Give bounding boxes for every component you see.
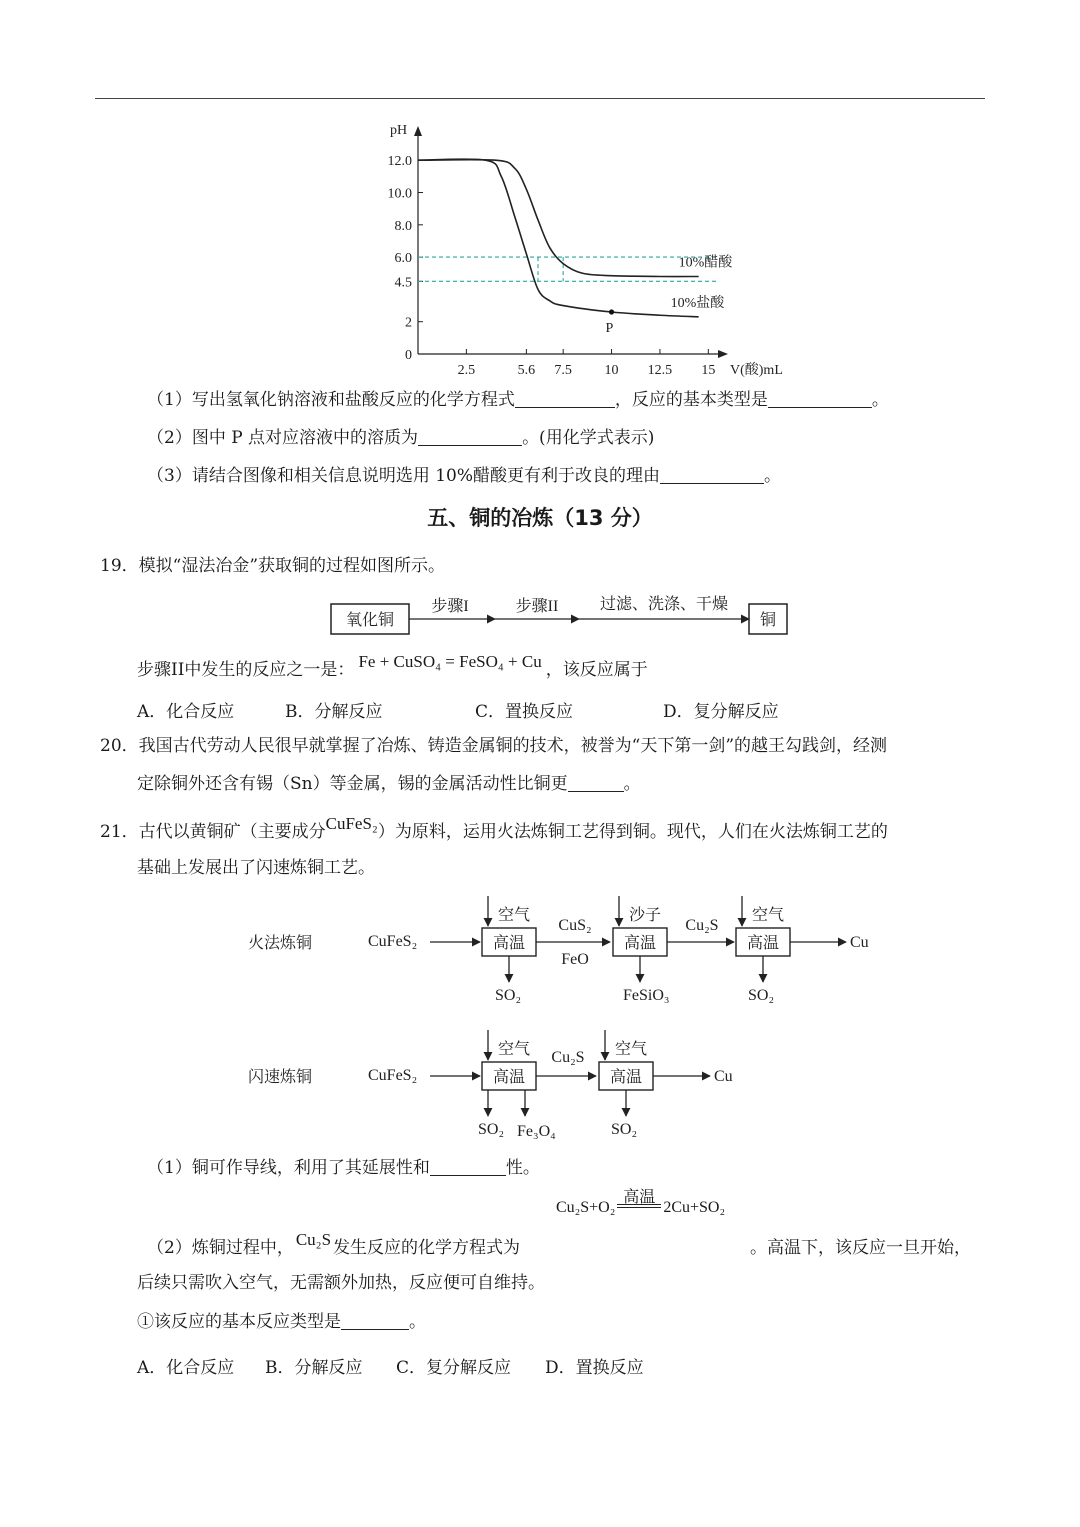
y-tick-label: 6.0: [394, 251, 412, 267]
x-tick-label: 15: [701, 363, 716, 378]
y-tick-label: 12.0: [387, 154, 412, 170]
flow2-air-1: 空气: [498, 1041, 531, 1058]
flow-step1-label: 步骤I: [431, 598, 469, 615]
flow1-box3-label: 高温: [746, 935, 780, 952]
y-tick-label: 10.0: [387, 186, 412, 202]
answer-blank[interactable]: [430, 1158, 506, 1176]
flow1-air-2: 空气: [752, 907, 785, 924]
q21-sub2-a: （2）炼铜过程中，: [147, 1238, 294, 1258]
series-line-acetic-acid: [418, 160, 699, 277]
q21-formula: CuFeS₂: [325, 814, 378, 833]
flow2-out2: SO₂: [611, 1121, 638, 1138]
q20-line2-end: 。: [623, 774, 641, 794]
x-tick-label: 5.6: [517, 363, 536, 378]
series-line-hydrochloric-acid: [418, 159, 699, 317]
flow1-product: Cu: [850, 934, 869, 951]
q18-sub3: [147, 466, 781, 486]
answer-blank[interactable]: [768, 390, 872, 408]
chart-labels: [388, 123, 783, 378]
equation-condition-label: 高温: [623, 1189, 656, 1206]
y-axis-arrow: [414, 126, 422, 136]
flow2-box2-label: 高温: [609, 1069, 643, 1086]
flow-end-label: 铜: [759, 612, 777, 629]
header-rule: [95, 98, 985, 99]
q21-sub1-text: （1）铜可作导线，利用了其延展性和: [147, 1158, 430, 1178]
q21-line1: [100, 814, 888, 842]
chart-axes: [414, 126, 728, 358]
q21-equation: [556, 1189, 726, 1217]
q18-sub1-suffix: 。: [871, 390, 889, 410]
equation-left: Cu₂S+O₂: [556, 1199, 616, 1216]
flow2-product: Cu: [714, 1068, 733, 1085]
flow-step2-label: 步骤II: [515, 598, 559, 615]
q19-option-b[interactable]: B．分解反应: [285, 702, 383, 722]
q21-line2: 基础上发展出了闪速炼铜工艺。: [137, 858, 375, 878]
q21-option-b[interactable]: B．分解反应: [265, 1358, 363, 1378]
equation-condition: [617, 1189, 661, 1212]
flow1-sand: 沙子: [629, 907, 662, 924]
q18-sub2: [147, 428, 654, 448]
flow-start-label: 氧化铜: [345, 612, 395, 629]
flow1-input: CuFeS₂: [368, 933, 418, 950]
copper-smelting-flow-diagram: [230, 890, 890, 1150]
answer-blank[interactable]: [515, 390, 615, 408]
q18-sub2-suffix: 。(用化学式表示): [522, 428, 655, 448]
q19-reaction-equation: Fe + CuSO₄ = FeSO₄ + Cu: [358, 652, 542, 671]
q21-sub2-q1: [137, 1312, 426, 1332]
flow2-out1b: Fe₃O₄: [517, 1123, 556, 1140]
equation-double-line: [617, 1204, 661, 1208]
flow1-mid1-top: CuS₂: [558, 917, 592, 934]
answer-blank[interactable]: [568, 774, 624, 792]
chart-series: [418, 159, 699, 317]
q18-sub1-mid: ，反应的基本类型是: [614, 390, 768, 410]
point-p-label: P: [605, 321, 614, 337]
x-tick-label: 2.5: [457, 363, 476, 378]
q21-line1-b: ）为原料，运用火法炼铜工艺得到铜。现代，人们在火法炼铜工艺的: [377, 822, 888, 842]
q21-sub2-q1-suffix: 。: [409, 1312, 426, 1332]
q21-sub1: [147, 1158, 540, 1178]
flow1-out3: SO₂: [748, 987, 775, 1004]
q18-sub2-text: （2）图中 P 点对应溶液中的溶质为: [147, 428, 419, 448]
q19-option-c[interactable]: C．置换反应: [475, 702, 574, 722]
flow1-mid2: Cu₂S: [685, 917, 719, 934]
flow2-air-2: 空气: [615, 1041, 648, 1058]
q21-sub2-b: 发生反应的化学方程式为: [333, 1238, 521, 1258]
q21-sub2-line2: 后续只需吹入空气，无需额外加热，反应便可自维持。: [137, 1273, 545, 1293]
x-tick-label: 10: [604, 363, 619, 378]
point-p-marker: [609, 309, 614, 314]
answer-blank[interactable]: [418, 428, 522, 446]
flow1-air-1: 空气: [498, 907, 531, 924]
flow1-out2: FeSiO₃: [623, 987, 670, 1004]
y-axis-label: pH: [390, 123, 408, 138]
q21-option-d[interactable]: D．置换反应: [545, 1358, 644, 1378]
q18-sub3-text: （3）请结合图像和相关信息说明选用 10%醋酸更有利于改良的理由: [147, 466, 661, 486]
ph-titration-chart: [360, 120, 783, 380]
y-tick-label: 0: [405, 348, 412, 363]
flow2-box1-label: 高温: [492, 1069, 526, 1086]
flow-step3-label: 过滤、洗涤、干燥: [599, 596, 729, 613]
q21-sub2-c: 。高温下，该反应一旦开始，: [750, 1238, 971, 1258]
x-tick-label: 12.5: [647, 363, 673, 378]
y-tick-label: 8.0: [394, 218, 412, 234]
q19-reaction-suffix: ，该反应属于: [545, 660, 648, 680]
x-axis-label: V(酸)mL: [730, 363, 783, 378]
q19-reaction-prefix: 步骤II中发生的反应之一是：: [137, 660, 355, 680]
q18-sub1: [147, 390, 889, 410]
series-label: 10%盐酸: [670, 295, 725, 311]
y-tick-label: 4.5: [394, 275, 412, 291]
q18-sub1-text: （1）写出氢氧化钠溶液和盐酸反应的化学方程式: [147, 390, 515, 410]
q19-flow-diagram: [325, 586, 795, 642]
answer-blank[interactable]: [341, 1312, 409, 1330]
flow2-input: CuFeS₂: [368, 1067, 418, 1084]
flow1-mid1-bottom: FeO: [561, 951, 589, 968]
flow1-label: 火法炼铜: [248, 935, 313, 952]
q20-line2: [137, 774, 641, 794]
flow2-out1a: SO₂: [478, 1121, 505, 1138]
flow2-mid: Cu₂S: [551, 1049, 585, 1066]
q19-reaction: [137, 652, 648, 680]
flow1-out1: SO₂: [495, 987, 522, 1004]
equation-right: 2Cu+SO₂: [663, 1199, 726, 1216]
q20-line1: 20．我国古代劳动人民很早就掌握了冶炼、铸造金属铜的技术，被誉为“天下第一剑”的越王勾践剑，经测: [100, 736, 888, 756]
q21-sub2-formula: Cu₂S: [295, 1230, 332, 1249]
x-tick-label: 7.5: [554, 363, 572, 378]
q18-sub3-suffix: 。: [764, 466, 782, 486]
q19-option-a[interactable]: A．化合反应: [137, 702, 235, 722]
q20-line2-text: 定除铜外还含有锡（Sn）等金属，锡的金属活动性比铜更: [137, 774, 568, 794]
q21-sub2-q1-text: ①该反应的基本反应类型是: [137, 1312, 341, 1332]
chart-guide-lines: [418, 257, 716, 281]
section-title: 五、铜的冶炼（13 分）: [427, 506, 653, 530]
q21-sub1-suffix: 性。: [505, 1158, 540, 1178]
flow1-box1-label: 高温: [492, 935, 526, 952]
x-axis-arrow: [718, 350, 728, 358]
q21-option-c[interactable]: C．复分解反应: [396, 1358, 512, 1378]
q21-line1-a: 21．古代以黄铜矿（主要成分: [100, 822, 326, 842]
y-tick-label: 2: [405, 315, 412, 331]
flow1-box2-label: 高温: [623, 935, 657, 952]
q21-option-a[interactable]: A．化合反应: [137, 1358, 235, 1378]
q19-option-d[interactable]: D．复分解反应: [663, 702, 779, 722]
q21-sub2: [147, 1230, 521, 1258]
flow2-label: 闪速炼铜: [248, 1069, 313, 1086]
series-label: 10%醋酸: [678, 255, 733, 271]
answer-blank[interactable]: [660, 466, 764, 484]
q19-stem: 19．模拟“湿法冶金”获取铜的过程如图所示。: [100, 556, 446, 576]
